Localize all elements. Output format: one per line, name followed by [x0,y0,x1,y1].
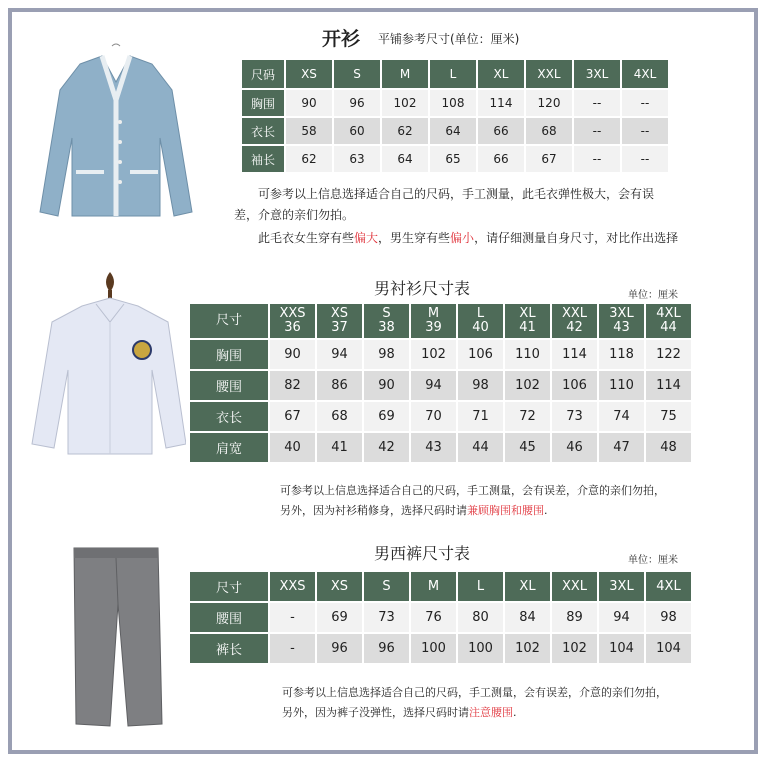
pants-header-cell: L [458,572,503,601]
shirt-header-cell [270,304,315,338]
cardigan-note-line2: 差，介意的亲们勿拍。 [234,208,355,222]
cardigan-value-cell: 96 [334,90,380,116]
shirt-value-cell: 44 [458,433,503,462]
pants-value-cell: 73 [364,603,409,632]
pants-size-table [188,570,693,665]
shirt-value-cell: 42 [364,433,409,462]
shirt-value-cell: 118 [599,340,644,369]
shirt-header-size: 3XL [609,306,634,321]
shirt-header-cell [458,304,503,338]
cardigan-header-cell: 4XL [622,60,668,88]
cardigan-header-cell: 3XL [574,60,620,88]
shirt-row-label: 肩宽 [190,433,268,462]
cardigan-value-cell: 67 [526,146,572,172]
shirt-value-cell: 114 [552,340,597,369]
shirt-header-cell [317,304,362,338]
shirt-value-cell: 67 [270,402,315,431]
cardigan-header-cell: L [430,60,476,88]
pants-value-cell: 98 [646,603,691,632]
shirt-header-size: XXS [279,306,306,321]
pants-row-label: 裤长 [190,634,268,663]
shirt-header-size: XXL [561,306,588,321]
pants-value-cell: 104 [646,634,691,663]
cardigan-value-cell: 102 [382,90,428,116]
cardigan-value-cell: -- [574,118,620,144]
shirt-header-size: XS [330,306,349,321]
shirt-value-cell: 122 [646,340,691,369]
shirt-value-cell: 102 [505,371,550,400]
shirt-value-cell: 69 [364,402,409,431]
cardigan-value-cell: 62 [382,118,428,144]
shirt-value-cell: 106 [552,371,597,400]
cardigan-value-cell: 66 [478,146,524,172]
pants-value-cell: 104 [599,634,644,663]
cardigan-value-cell: -- [622,146,668,172]
shirt-header-size: 尺寸 [215,313,242,328]
cardigan-value-cell: 63 [334,146,380,172]
shirt-note-line1: 可参考以上信息选择适合自己的尺码，手工测量，会有误差，介意的亲们勿拍， [280,484,665,497]
cardigan-header-cell: XS [286,60,332,88]
pants-header-cell: 4XL [646,572,691,601]
shirt-value-cell: 90 [270,340,315,369]
shirt-title: 男衬衫尺寸表 [374,279,471,298]
shirt-value-cell: 46 [552,433,597,462]
shirt-row-label: 胸围 [190,340,268,369]
pants-value-cell: 76 [411,603,456,632]
pants-value-cell: 89 [552,603,597,632]
cardigan-row-label: 袖长 [242,146,284,172]
shirt-header-collar: 37 [331,320,348,335]
cardigan-image [36,42,196,222]
pants-row-label: 腰围 [190,603,268,632]
pants-value-cell: 80 [458,603,503,632]
pants-header-cell: XS [317,572,362,601]
shirt-header-size: L [476,306,485,321]
pants-value-cell: 84 [505,603,550,632]
shirt-image [26,266,186,456]
shirt-value-cell: 90 [364,371,409,400]
pants-header-cell: 3XL [599,572,644,601]
shirt-value-cell: 106 [458,340,503,369]
pants-header-cell: S [364,572,409,601]
cardigan-header-cell: 尺码 [242,60,284,88]
shirt-header-cell [190,304,268,338]
cardigan-header-cell: M [382,60,428,88]
shirt-value-cell: 68 [317,402,362,431]
cardigan-title: 开衫 [322,28,361,50]
shirt-value-cell: 71 [458,402,503,431]
shirt-header-size: M [427,306,440,321]
shirt-value-cell: 86 [317,371,362,400]
cardigan-value-cell: 58 [286,118,332,144]
shirt-value-cell: 98 [458,371,503,400]
cardigan-subtitle: 平铺参考尺寸(单位：厘米) [378,32,520,46]
shirt-value-cell: 48 [646,433,691,462]
shirt-note-line2: 另外，因为衬衫稍修身，选择尺码时请兼顾胸围和腰围. [280,504,548,517]
pants-header-cell: 尺寸 [190,572,268,601]
cardigan-value-cell: 108 [430,90,476,116]
shirt-value-cell: 94 [317,340,362,369]
shirt-value-cell: 41 [317,433,362,462]
cardigan-value-cell: 64 [382,146,428,172]
shirt-header-collar: 42 [566,320,583,335]
cardigan-row-label: 胸围 [242,90,284,116]
shirt-header-collar: 39 [425,320,442,335]
cardigan-value-cell: -- [622,90,668,116]
cardigan-value-cell: 120 [526,90,572,116]
shirt-row-label: 衣长 [190,402,268,431]
shirt-header-size: 4XL [656,306,681,321]
pants-value-cell: - [270,634,315,663]
cardigan-header-cell: S [334,60,380,88]
cardigan-row-label: 衣长 [242,118,284,144]
shirt-header-collar: 43 [613,320,630,335]
cardigan-value-cell: 90 [286,90,332,116]
pants-header-cell: XXS [270,572,315,601]
shirt-value-cell: 114 [646,371,691,400]
pants-value-cell: 94 [599,603,644,632]
cardigan-value-cell: 64 [430,118,476,144]
pants-header-cell: XL [505,572,550,601]
pants-image [66,544,166,730]
cardigan-note-line1: 可参考以上信息选择适合自己的尺码，手工测量，此毛衣弹性极大，会有误 [258,187,655,201]
cardigan-value-cell: -- [622,118,668,144]
shirt-value-cell: 102 [411,340,456,369]
shirt-header-cell [505,304,550,338]
shirt-value-cell: 72 [505,402,550,431]
pants-unit: 单位：厘米 [628,555,678,566]
cardigan-value-cell: -- [574,146,620,172]
shirt-value-cell: 98 [364,340,409,369]
cardigan-header-cell: XXL [526,60,572,88]
shirt-size-table [188,302,693,464]
shirt-value-cell: 45 [505,433,550,462]
pants-note-line2: 另外，因为裤子没弹性，选择尺码时请注意腰围. [282,706,517,719]
shirt-value-cell: 75 [646,402,691,431]
pants-value-cell: 96 [364,634,409,663]
shirt-value-cell: 73 [552,402,597,431]
pants-header-cell: XXL [552,572,597,601]
shirt-unit: 单位：厘米 [628,290,678,301]
shirt-header-collar: 41 [519,320,536,335]
pants-value-cell: 69 [317,603,362,632]
cardigan-value-cell: 65 [430,146,476,172]
pants-value-cell: 102 [552,634,597,663]
shirt-row-label: 腰围 [190,371,268,400]
shirt-header-collar: 44 [660,320,677,335]
shirt-header-cell [646,304,691,338]
shirt-value-cell: 94 [411,371,456,400]
pants-value-cell: 96 [317,634,362,663]
shirt-value-cell: 110 [505,340,550,369]
cardigan-value-cell: -- [574,90,620,116]
cardigan-value-cell: 60 [334,118,380,144]
shirt-header-cell [552,304,597,338]
pants-title: 男西裤尺寸表 [374,544,471,563]
pants-value-cell: 100 [411,634,456,663]
shirt-value-cell: 47 [599,433,644,462]
cardigan-note-line3: 此毛衣女生穿有些偏大，男生穿有些偏小，请仔细测量自身尺寸，对比作出选择 [258,231,679,245]
shirt-value-cell: 40 [270,433,315,462]
shirt-header-cell [599,304,644,338]
shirt-header-collar: 38 [378,320,395,335]
cardigan-value-cell: 114 [478,90,524,116]
shirt-header-cell [411,304,456,338]
cardigan-header-cell: XL [478,60,524,88]
cardigan-value-cell: 66 [478,118,524,144]
pants-value-cell: 102 [505,634,550,663]
pants-header-cell: M [411,572,456,601]
pants-value-cell: - [270,603,315,632]
shirt-header-collar: 40 [472,320,489,335]
shirt-value-cell: 110 [599,371,644,400]
shirt-header-cell [364,304,409,338]
shirt-header-collar: 36 [284,320,301,335]
shirt-value-cell: 74 [599,402,644,431]
pants-value-cell: 100 [458,634,503,663]
cardigan-value-cell: 68 [526,118,572,144]
shirt-header-size: S [382,306,391,321]
shirt-value-cell: 70 [411,402,456,431]
cardigan-size-table [240,58,670,174]
shirt-header-size: XL [519,306,536,321]
shirt-value-cell: 82 [270,371,315,400]
shirt-value-cell: 43 [411,433,456,462]
cardigan-value-cell: 62 [286,146,332,172]
pants-note-line1: 可参考以上信息选择适合自己的尺码，手工测量，会有误差，介意的亲们勿拍， [282,686,667,699]
